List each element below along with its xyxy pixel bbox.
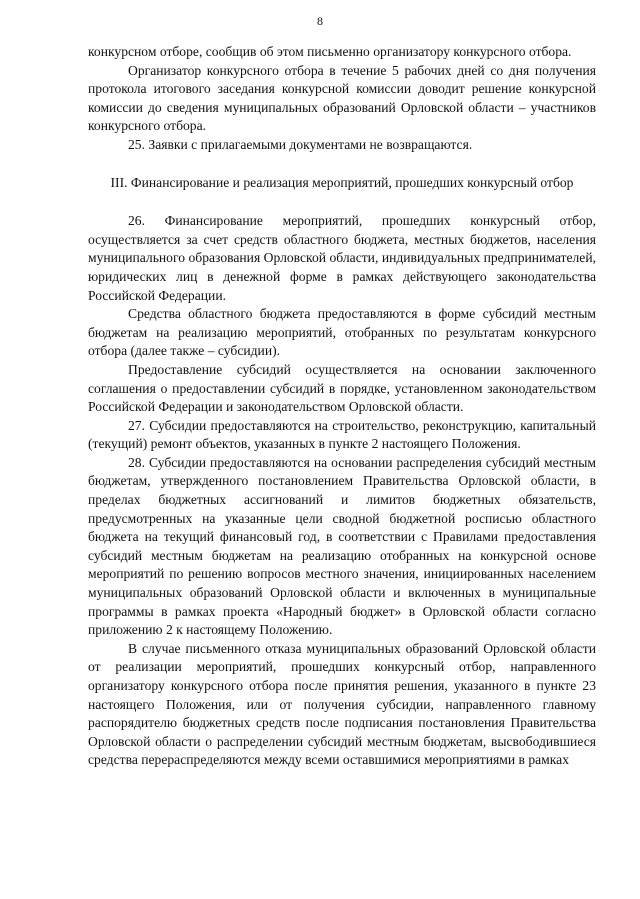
paragraph-item-26: 26. Финансирование мероприятий, прошедших конкурсный отбор, осуществляется за счет средств областного бюджета, местных бюджетов, населения муниципального образования Орловской области, индивидуальных предпринимателей, юридических лиц в денежной форме в рамках действующего законодательства Российской Федерации.: [88, 213, 596, 303]
paragraph-continuation: конкурсном отборе, сообщив об этом письменно организатору конкурсного отбора.: [88, 44, 572, 59]
section-heading: III. Финансирование и реализация мероприятий, прошедших конкурсный отбор: [110, 174, 574, 190]
paragraph-item-28: 28. Субсидии предоставляются на основании распределения субсидий местным бюджетам, утвержденного постановлением Правительства Орловской области, в пределах бюджетных ассигнований и лимитов бюджетных обязательств, предусмотренных на указанные цели сводной бюджетной росписью областного бюджета на текущий финансовый год, в соответствии с Правилами предоставления субсидий местным бюджетам на реализацию отобранных на конкурсной основе мероприятий по решению вопросов местного значения, инициированных населением муниципальных образований Орловской области и включенных в муниципальные программы в рамках проекта «Народный бюджет» в Орловской области согласно приложению 2 к настоящему Положению.: [88, 454, 596, 638]
paragraph: Организатор конкурсного отбора в течение 5 рабочих дней со дня получения протокола итогового заседания конкурсной комиссии доводит решение конкурсной комиссии до сведения муниципальных образований Орловской области – участников конкурсного отбора.: [88, 62, 596, 134]
paragraph: В случае письменного отказа муниципальных образований Орловской области от реализации мероприятий, прошедших конкурсный отбор, направленного организатору конкурсного отбора после принятия решения, указанного в пункте 23 настоящего Положения, или от получения субсидии, направленного главному распорядителю бюджетных средств после подписания постановления Правительства Орловской области о распределении субсидий местным бюджетам, высвободившиеся средства перераспределяются между всеми оставшимися мероприятиями в рамках: [88, 640, 596, 768]
page-number: 8: [317, 14, 323, 28]
paragraph-item-27: 27. Субсидии предоставляются на строительство, реконструкцию, капитальный (текущий) ремонт объектов, указанных в пункте 2 настоящего Положения.: [88, 417, 596, 452]
paragraph: Предоставление субсидий осуществляется на основании заключенного соглашения о предоставлении субсидий в порядке, установленном законодательством Российской Федерации и законодательством Орловской области.: [88, 361, 596, 415]
paragraph-item-25: 25. Заявки с прилагаемыми документами не возвращаются.: [128, 136, 473, 152]
paragraph: Средства областного бюджета предоставляются в форме субсидий местным бюджетам на реализацию мероприятий, отобранных по результатам конкурсного отбора (далее также – субсидии).: [88, 306, 596, 359]
document-body: [88, 43, 596, 770]
